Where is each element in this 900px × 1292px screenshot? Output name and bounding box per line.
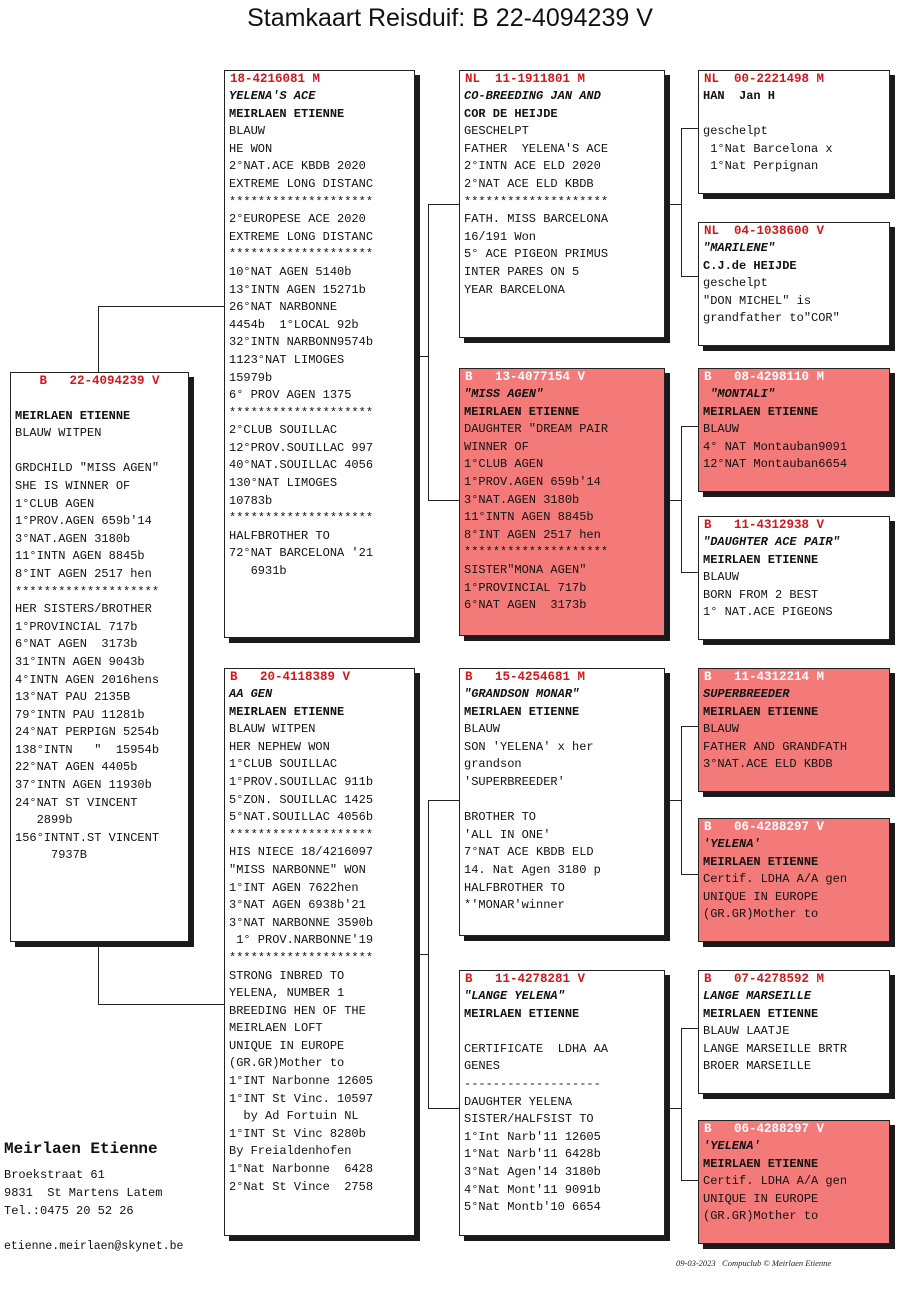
pedigree-line: 1°PROVINCIAL 717b — [464, 580, 587, 595]
pigeon-card-mother-father — [459, 668, 665, 936]
pedigree-line: 1°INT Narbonne 12605 — [229, 1074, 374, 1089]
pigeon-name: SUPERBREEDER — [703, 687, 790, 701]
pedigree-line: 16/191 Won — [464, 229, 537, 244]
pigeon-name: 'YELENA' — [703, 1139, 761, 1153]
pedigree-line: GESCHELPT — [464, 124, 529, 139]
pedigree-line: BLAUW — [703, 722, 740, 737]
pedigree-line: 7°NAT ACE KBDB ELD — [464, 845, 594, 860]
connector-line — [414, 954, 428, 955]
pedigree-line: 1123°NAT LIMOGES — [229, 352, 345, 367]
pedigree-line: 12°PROV.SOUILLAC 997 — [229, 440, 374, 455]
pedigree-line: 79°INTN PAU 11281b — [15, 707, 145, 722]
pedigree-line: 6931b — [229, 564, 287, 579]
pedigree-line: by Ad Fortuin NL — [229, 1109, 359, 1124]
pigeon-name: "LANGE YELENA" — [464, 989, 565, 1003]
pedigree-line: UNIQUE IN EUROPE — [229, 1038, 345, 1053]
breeder-name: MEIRLAEN ETIENNE — [703, 552, 819, 567]
pedigree-line: 8°INT AGEN 2517 hen — [464, 527, 601, 542]
pedigree-line: 14. Nat Agen 3180 p — [464, 862, 601, 877]
connector-line — [428, 1108, 459, 1109]
pigeon-name: LANGE MARSEILLE — [703, 989, 812, 1003]
pigeon-name: "MARILENE" — [703, 241, 776, 255]
ring-number: B 20-4118389 V — [230, 670, 351, 684]
ring-number: B 06-4288297 V — [704, 820, 825, 834]
breeder-name: MEIRLAEN ETIENNE — [464, 704, 580, 719]
pedigree-line: FATHER YELENA'S ACE — [464, 141, 609, 156]
pigeon-name: "GRANDSON MONAR" — [464, 687, 580, 701]
pedigree-line: 5°Nat Montb'10 6654 — [464, 1200, 601, 1215]
pedigree-line: geschelpt — [703, 276, 768, 291]
pedigree-line: 1°Int Narb'11 12605 — [464, 1129, 601, 1144]
ring-number: B 15-4254681 M — [465, 670, 586, 684]
pedigree-line: MEIRLAEN LOFT — [229, 1021, 323, 1036]
connector-line — [681, 874, 698, 875]
breeder-name: MEIRLAEN ETIENNE — [464, 404, 580, 419]
pedigree-line: FATHER AND GRANDFATH — [703, 739, 848, 754]
owner-name: Meirlaen Etienne — [4, 1140, 158, 1158]
connector-line — [681, 1028, 682, 1180]
connector-line — [428, 500, 459, 501]
pedigree-line: 1°Nat Narb'11 6428b — [464, 1147, 601, 1162]
pedigree-line: 24°NAT PERPIGN 5254b — [15, 725, 160, 740]
breeder-name: MEIRLAEN ETIENNE — [703, 854, 819, 869]
pedigree-line: BROTHER TO — [464, 810, 537, 825]
pedigree-line — [460, 1023, 664, 1041]
connector-line — [664, 204, 681, 205]
ring-number: B 13-4077154 V — [465, 370, 586, 384]
pedigree-line: HALFBROTHER TO — [464, 880, 565, 895]
connector-line — [681, 726, 698, 727]
pedigree-line: 3°NAT AGEN 6938b'21 — [229, 898, 366, 913]
pedigree-line: 138°INTN " 15954b — [15, 742, 160, 757]
pedigree-line: ******************** — [15, 584, 160, 599]
ring-number: NL 00-2221498 M — [704, 72, 825, 86]
pedigree-line: ------------------- — [464, 1076, 601, 1091]
connector-line — [98, 942, 99, 1004]
pedigree-line: 13°INTN AGEN 15271b — [229, 282, 366, 297]
pigeon-name: "MONTALI" — [703, 387, 776, 401]
pedigree-line: BREEDING HEN OF THE — [229, 1003, 366, 1018]
pedigree-line: *'MONAR'winner — [464, 898, 565, 913]
connector-line — [681, 726, 682, 874]
pedigree-line — [11, 390, 188, 408]
breeder-name: MEIRLAEN ETIENNE — [464, 1006, 580, 1021]
pedigree-line: BLAUW — [703, 570, 740, 585]
connector-line — [98, 306, 224, 307]
pedigree-line: 'ALL IN ONE' — [464, 827, 551, 842]
pigeon-card-ff-mother — [698, 222, 890, 346]
connector-line — [681, 128, 698, 129]
pedigree-line: ******************** — [464, 194, 609, 209]
connector-line — [428, 800, 429, 1108]
pedigree-line: (GR.GR)Mother to — [703, 907, 819, 922]
pedigree-line: UNIQUE IN EUROPE — [703, 889, 819, 904]
connector-line — [664, 1108, 681, 1109]
pigeon-card-fm-mother — [698, 516, 890, 640]
pedigree-line: 10783b — [229, 493, 273, 508]
pedigree-line: WINNER OF — [464, 439, 529, 454]
ring-number: NL 04-1038600 V — [704, 224, 825, 238]
pedigree-line: 2°CLUB SOUILLAC — [229, 423, 338, 438]
connector-line — [681, 276, 698, 277]
pedigree-line: BLAUW — [464, 722, 501, 737]
pedigree-line: 32°INTN NARBONN9574b — [229, 335, 374, 350]
pedigree-line: FATH. MISS BARCELONA — [464, 212, 609, 227]
pedigree-line: 15979b — [229, 370, 273, 385]
pigeon-card-ff-father — [698, 70, 890, 194]
pedigree-line: (GR.GR)Mother to — [229, 1056, 345, 1071]
pedigree-line: INTER PARES ON 5 — [464, 264, 580, 279]
ring-number: B 11-4312938 V — [704, 518, 825, 532]
pedigree-line: 1°CLUB AGEN — [15, 496, 95, 511]
pigeon-card-fm-father — [698, 368, 890, 492]
pedigree-line: Certif. LDHA A/A gen — [703, 1174, 848, 1189]
connector-line — [681, 426, 698, 427]
pedigree-line: 4454b 1°LOCAL 92b — [229, 317, 359, 332]
pigeon-card-father-father — [459, 70, 665, 338]
pedigree-line: ******************** — [229, 950, 374, 965]
pedigree-line: 37°INTN AGEN 11930b — [15, 778, 152, 793]
pedigree-line: SHE IS WINNER OF — [15, 478, 131, 493]
pedigree-line: HER NEPHEW WON — [229, 739, 330, 754]
pedigree-line: BORN FROM 2 BEST — [703, 587, 819, 602]
pedigree-line: STRONG INBRED TO — [229, 968, 345, 983]
pedigree-line: 156°INTNT.ST VINCENT — [15, 830, 160, 845]
pigeon-name: "DAUGHTER ACE PAIR" — [703, 535, 840, 549]
pedigree-line: 1°Nat Perpignan — [703, 159, 819, 174]
connector-line — [681, 572, 698, 573]
connector-line — [428, 800, 459, 801]
pedigree-line: HALFBROTHER TO — [229, 528, 330, 543]
pedigree-line: 8°INT AGEN 2517 hen — [15, 566, 152, 581]
connector-line — [428, 204, 459, 205]
pedigree-line: 31°INTN AGEN 9043b — [15, 654, 145, 669]
pedigree-line: 2°INTN ACE ELD 2020 — [464, 159, 601, 174]
breeder-name: COR DE HEIJDE — [464, 106, 558, 121]
connector-line — [664, 500, 681, 501]
pedigree-line: 11°INTN AGEN 8845b — [15, 549, 145, 564]
ring-number: B 07-4278592 M — [704, 972, 825, 986]
breeder-name: MEIRLAEN ETIENNE — [703, 1156, 819, 1171]
pedigree-line: 1°INT AGEN 7622hen — [229, 880, 359, 895]
owner-city: 9831 St Martens Latem — [4, 1186, 163, 1200]
pedigree-line: 1°PROVINCIAL 717b — [15, 619, 138, 634]
pedigree-line: BLAUW — [229, 124, 266, 139]
pedigree-line: HE WON — [229, 141, 273, 156]
pigeon-card-mother-mother — [459, 970, 665, 1236]
pedigree-line: 40°NAT.SOUILLAC 4056 — [229, 458, 374, 473]
pigeon-name: "MISS AGEN" — [464, 387, 544, 401]
pedigree-line: LANGE MARSEILLE BRTR — [703, 1041, 848, 1056]
page-title: Stamkaart Reisduif: B 22-4094239 V — [247, 4, 653, 32]
ring-number: 18-4216081 M — [230, 72, 321, 86]
pedigree-line: ******************** — [229, 247, 374, 262]
pedigree-line: 10°NAT AGEN 5140b — [229, 264, 352, 279]
connector-line — [98, 1004, 224, 1005]
pigeon-card-mf-mother — [698, 818, 890, 942]
pedigree-line: BLAUW WITPEN — [229, 722, 316, 737]
pedigree-line: 4°Nat Mont'11 9091b — [464, 1182, 601, 1197]
pedigree-line — [11, 443, 188, 461]
pedigree-line: DAUGHTER "DREAM PAIR — [464, 422, 609, 437]
connector-line — [681, 426, 682, 572]
pedigree-line: SISTER/HALFSIST TO — [464, 1112, 594, 1127]
pedigree-line: (GR.GR)Mother to — [703, 1209, 819, 1224]
pedigree-line — [699, 106, 889, 124]
pedigree-line: BLAUW WITPEN — [15, 426, 102, 441]
pedigree-line: 72°NAT BARCELONA '21 — [229, 546, 374, 561]
ring-number: B 11-4312214 M — [704, 670, 825, 684]
pedigree-line: SISTER"MONA AGEN" — [464, 562, 587, 577]
connector-line — [681, 128, 682, 276]
ring-number: B 22-4094239 V — [39, 374, 160, 388]
pedigree-line: BROER MARSEILLE — [703, 1059, 812, 1074]
pedigree-line: ******************** — [464, 545, 609, 560]
pedigree-line: ******************** — [229, 405, 374, 420]
pedigree-line: BLAUW — [703, 422, 740, 437]
pedigree-line: 5°ZON. SOUILLAC 1425 — [229, 792, 374, 807]
connector-line — [428, 204, 429, 500]
pedigree-line: 2°NAT ACE ELD KBDB — [464, 176, 594, 191]
pedigree-line: 2°NAT.ACE KBDB 2020 — [229, 159, 366, 174]
owner-email[interactable]: etienne.meirlaen@skynet.be — [4, 1240, 184, 1253]
pedigree-line: 3°Nat Agen'14 3180b — [464, 1164, 601, 1179]
pedigree-line: 5°NAT.SOUILLAC 4056b — [229, 810, 374, 825]
pedigree-line: 2°Nat St Vince 2758 — [229, 1179, 374, 1194]
pedigree-line: 7937B — [15, 848, 88, 863]
pedigree-line: grandfather to"COR" — [703, 311, 840, 326]
connector-line — [681, 1180, 698, 1181]
ring-number: NL 11-1911801 M — [465, 72, 586, 86]
pedigree-line: 13°NAT PAU 2135B — [15, 690, 131, 705]
pedigree-line: 1°INT St Vinc 8280b — [229, 1126, 366, 1141]
pigeon-card-mf-father — [698, 668, 890, 792]
pedigree-line: YEAR BARCELONA — [464, 282, 565, 297]
ring-number: B 08-4298110 M — [704, 370, 825, 384]
pedigree-line: ******************** — [229, 827, 374, 842]
breeder-name: MEIRLAEN ETIENNE — [703, 1006, 819, 1021]
pedigree-line: CERTIFICATE LDHA AA — [464, 1041, 609, 1056]
pedigree-line: 6°NAT AGEN 3173b — [464, 598, 587, 613]
breeder-name: MEIRLAEN ETIENNE — [229, 704, 345, 719]
pedigree-line: 1°PROV.AGEN 659b'14 — [464, 474, 601, 489]
pedigree-line: 2899b — [15, 813, 73, 828]
pedigree-line: GENES — [464, 1059, 501, 1074]
pedigree-line: 11°INTN AGEN 8845b — [464, 510, 594, 525]
pigeon-card-father-mother — [459, 368, 665, 636]
pedigree-line: 1°CLUB SOUILLAC — [229, 757, 338, 772]
breeder-name: MEIRLAEN ETIENNE — [703, 704, 819, 719]
breeder-name: MEIRLAEN ETIENNE — [229, 106, 345, 121]
pedigree-line: 24°NAT ST VINCENT — [15, 795, 138, 810]
pedigree-line: DAUGHTER YELENA — [464, 1094, 573, 1109]
pigeon-card-father — [224, 70, 415, 638]
credit-line: 09-03-2023 Compuclub © Meirlaen Etienne — [676, 1258, 832, 1268]
pedigree-line: ******************** — [229, 511, 374, 526]
pedigree-line: 6°NAT AGEN 3173b — [15, 637, 138, 652]
pedigree-line: 1°CLUB AGEN — [464, 457, 544, 472]
pedigree-line: 1°INT St Vinc. 10597 — [229, 1091, 374, 1106]
pedigree-line: Certif. LDHA A/A gen — [703, 872, 848, 887]
pedigree-line: 3°NAT.ACE ELD KBDB — [703, 757, 833, 772]
pedigree-line: 5° ACE PIGEON PRIMUS — [464, 247, 609, 262]
connector-line — [414, 356, 428, 357]
pedigree-line: UNIQUE IN EUROPE — [703, 1191, 819, 1206]
pedigree-line: HER SISTERS/BROTHER — [15, 602, 152, 617]
pedigree-line: grandson — [464, 757, 522, 772]
pedigree-line: By Freialdenhofen — [229, 1144, 352, 1159]
pedigree-line: HIS NIECE 18/4216097 — [229, 845, 374, 860]
pigeon-name: CO-BREEDING JAN AND — [464, 89, 601, 103]
pedigree-line: 1°PROV.SOUILLAC 911b — [229, 774, 374, 789]
pedigree-line: 1°Nat Barcelona x — [703, 141, 833, 156]
pigeon-name: HAN Jan H — [703, 89, 776, 103]
pedigree-line: 22°NAT AGEN 4405b — [15, 760, 138, 775]
owner-phone: Tel.:0475 20 52 26 — [4, 1204, 134, 1218]
pedigree-line: 1°Nat Narbonne 6428 — [229, 1162, 374, 1177]
pedigree-line: GRDCHILD "MISS AGEN" — [15, 461, 160, 476]
pedigree-line: 130°NAT LIMOGES — [229, 476, 338, 491]
pedigree-line: 2°EUROPESE ACE 2020 — [229, 212, 366, 227]
pedigree-line: 3°NAT.AGEN 3180b — [464, 492, 580, 507]
pedigree-line: 3°NAT.AGEN 3180b — [15, 531, 131, 546]
pedigree-line: 1° PROV.NARBONNE'19 — [229, 933, 374, 948]
pedigree-line: EXTREME LONG DISTANC — [229, 176, 374, 191]
pedigree-line: 6° PROV AGEN 1375 — [229, 388, 352, 403]
pedigree-line: "DON MICHEL" is — [703, 293, 812, 308]
pedigree-line — [460, 792, 664, 810]
pigeon-name: 'YELENA' — [703, 837, 761, 851]
pedigree-line: YELENA, NUMBER 1 — [229, 986, 345, 1001]
pedigree-line: 4° NAT Montauban9091 — [703, 439, 848, 454]
pigeon-name: AA GEN — [229, 687, 273, 701]
breeder-name: MEIRLAEN ETIENNE — [15, 408, 131, 423]
pigeon-card-mother — [224, 668, 415, 1236]
pedigree-line: 'SUPERBREEDER' — [464, 774, 565, 789]
pigeon-card-main — [10, 372, 189, 942]
pigeon-name: YELENA'S ACE — [229, 89, 316, 103]
pedigree-line: BLAUW LAATJE — [703, 1024, 790, 1039]
pedigree-line: 1°PROV.AGEN 659b'14 — [15, 514, 152, 529]
connector-line — [664, 800, 681, 801]
ring-number: B 11-4278281 V — [465, 972, 586, 986]
pedigree-line: 12°NAT Montauban6654 — [703, 457, 848, 472]
pedigree-line: 26°NAT NARBONNE — [229, 300, 338, 315]
pedigree-line: 4°INTN AGEN 2016hens — [15, 672, 160, 687]
pedigree-line: EXTREME LONG DISTANC — [229, 229, 374, 244]
pedigree-line: "MISS NARBONNE" WON — [229, 862, 366, 877]
pedigree-line: geschelpt — [703, 124, 768, 139]
pigeon-card-mm-mother — [698, 1120, 890, 1244]
connector-line — [98, 306, 99, 372]
pedigree-line: SON 'YELENA' x her — [464, 739, 594, 754]
breeder-name: C.J.de HEIJDE — [703, 258, 797, 273]
breeder-name: MEIRLAEN ETIENNE — [703, 404, 819, 419]
pedigree-line: 3°NAT NARBONNE 3590b — [229, 915, 374, 930]
pedigree-line: ******************** — [229, 194, 374, 209]
ring-number: B 06-4288297 V — [704, 1122, 825, 1136]
owner-street: Broekstraat 61 — [4, 1168, 105, 1182]
connector-line — [681, 1028, 698, 1029]
pigeon-card-mm-father — [698, 970, 890, 1094]
pedigree-line: 1° NAT.ACE PIGEONS — [703, 605, 833, 620]
